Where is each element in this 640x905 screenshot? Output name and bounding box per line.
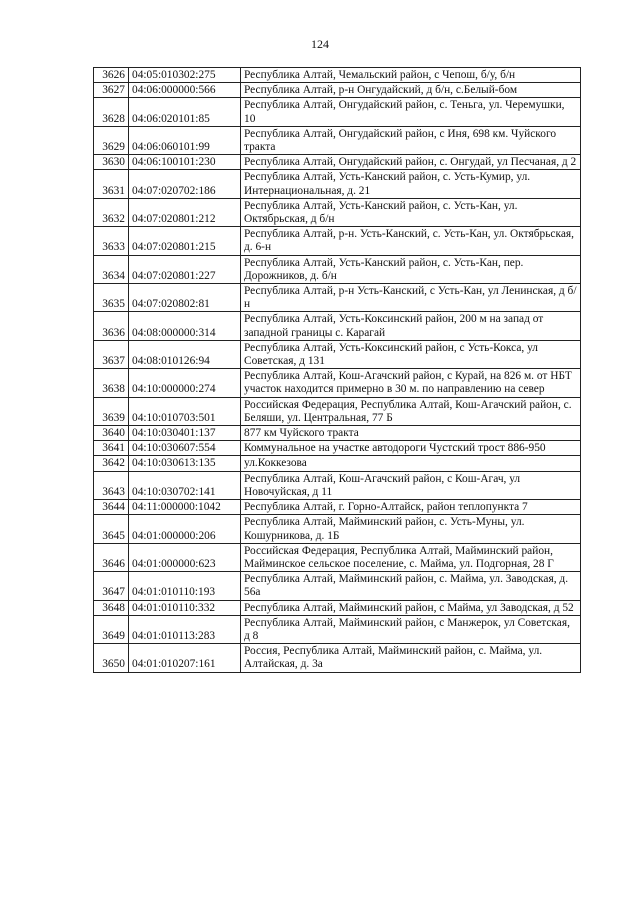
table-row: [94, 515, 581, 543]
address-cell: Республика Алтай, Онгудайский район, с Иня, 698 км. Чуйского тракта: [241, 126, 581, 154]
address-cell: Республика Алтай, Кош-Агачский район, с Курай, на 826 м. от НБТ участок находится примерно в 30 м. по направлению на север: [241, 369, 581, 397]
table-row: [94, 198, 581, 226]
row-number-cell: 3635: [94, 284, 129, 312]
cadastral-number-cell: 04:10:000000:274: [129, 369, 241, 397]
cadastral-number-cell: 04:01:010207:161: [129, 644, 241, 672]
row-number-cell: 3639: [94, 397, 129, 425]
address-cell: Республика Алтай, Усть-Канский район, с. Усть-Кан, пер. Дорожников, д. б/н: [241, 255, 581, 283]
cadastral-number-cell: 04:06:060101:99: [129, 126, 241, 154]
address-cell: Республика Алтай, г. Горно-Алтайск, район теплопункта 7: [241, 500, 581, 515]
address-cell: Республика Алтай, Онгудайский район, с. Теньга, ул. Черемушки, 10: [241, 98, 581, 126]
table-row: [94, 615, 581, 643]
table-row: [94, 369, 581, 397]
address-cell: Республика Алтай, Майминский район, с. Майма, ул. Заводская, д. 56а: [241, 572, 581, 600]
table-row: [94, 312, 581, 340]
address-cell: ул.Коккезова: [241, 456, 581, 471]
address-cell: Республика Алтай, Майминский район, с Манжерок, ул Советская, д 8: [241, 615, 581, 643]
cadastral-number-cell: 04:01:010110:332: [129, 600, 241, 615]
cadastral-number-cell: 04:01:010110:193: [129, 572, 241, 600]
registry-body: [94, 68, 581, 673]
row-number-cell: 3638: [94, 369, 129, 397]
cadastral-number-cell: 04:01:000000:206: [129, 515, 241, 543]
cadastral-number-cell: 04:11:000000:1042: [129, 500, 241, 515]
row-number-cell: 3630: [94, 155, 129, 170]
table-row: [94, 68, 581, 83]
row-number-cell: 3646: [94, 543, 129, 571]
row-number-cell: 3647: [94, 572, 129, 600]
cadastral-number-cell: 04:10:010703:501: [129, 397, 241, 425]
address-cell: Коммунальное на участке автодороги Чустский трост 886-950: [241, 441, 581, 456]
row-number-cell: 3645: [94, 515, 129, 543]
cadastral-number-cell: 04:07:020801:212: [129, 198, 241, 226]
row-number-cell: 3632: [94, 198, 129, 226]
row-number-cell: 3627: [94, 83, 129, 98]
table-row: [94, 126, 581, 154]
cadastral-number-cell: 04:10:030702:141: [129, 471, 241, 499]
table-row: [94, 98, 581, 126]
cadastral-number-cell: 04:06:000000:566: [129, 83, 241, 98]
address-cell: 877 км Чуйского тракта: [241, 426, 581, 441]
cadastral-number-cell: 04:05:010302:275: [129, 68, 241, 83]
page-number: 124: [311, 37, 329, 51]
address-cell: Республика Алтай, р-н. Усть-Канский, с. Усть-Кан, ул. Октябрьская, д. 6-н: [241, 227, 581, 255]
table-row: [94, 441, 581, 456]
row-number-cell: 3644: [94, 500, 129, 515]
address-cell: Российская Федерация, Республика Алтай, Кош-Агачский район, с. Беляши, ул. Центральная, 77 Б: [241, 397, 581, 425]
table-row: [94, 83, 581, 98]
address-cell: Республика Алтай, Кош-Агачский район, с Кош-Агач, ул Новочуйская, д 11: [241, 471, 581, 499]
row-number-cell: 3649: [94, 615, 129, 643]
table-row: [94, 397, 581, 425]
cadastral-number-cell: 04:01:000000:623: [129, 543, 241, 571]
cadastral-number-cell: 04:01:010113:283: [129, 615, 241, 643]
table-row: [94, 155, 581, 170]
table-row: [94, 543, 581, 571]
row-number-cell: 3648: [94, 600, 129, 615]
cadastral-number-cell: 04:07:020702:186: [129, 170, 241, 198]
cadastral-number-cell: 04:08:000000:314: [129, 312, 241, 340]
row-number-cell: 3626: [94, 68, 129, 83]
property-registry-table: [93, 67, 581, 673]
table-row: [94, 644, 581, 672]
cadastral-number-cell: 04:08:010126:94: [129, 340, 241, 368]
cadastral-number-cell: 04:06:100101:230: [129, 155, 241, 170]
cadastral-number-cell: 04:10:030613:135: [129, 456, 241, 471]
row-number-cell: 3633: [94, 227, 129, 255]
cadastral-number-cell: 04:06:020101:85: [129, 98, 241, 126]
row-number-cell: 3628: [94, 98, 129, 126]
table-row: [94, 255, 581, 283]
address-cell: Республика Алтай, Онгудайский район, с. Онгудай, ул Песчаная, д 2: [241, 155, 581, 170]
row-number-cell: 3640: [94, 426, 129, 441]
address-cell: Республика Алтай, Майминский район, с Майма, ул Заводская, д 52: [241, 600, 581, 615]
address-cell: Республика Алтай, р-н Онгудайский, д б/н, с.Белый-бом: [241, 83, 581, 98]
row-number-cell: 3634: [94, 255, 129, 283]
cadastral-number-cell: 04:07:020801:227: [129, 255, 241, 283]
address-cell: Республика Алтай, Усть-Коксинский район, с Усть-Кокса, ул Советская, д 131: [241, 340, 581, 368]
table-row: [94, 456, 581, 471]
row-number-cell: 3629: [94, 126, 129, 154]
table-row: [94, 500, 581, 515]
row-number-cell: 3641: [94, 441, 129, 456]
row-number-cell: 3636: [94, 312, 129, 340]
cadastral-number-cell: 04:10:030607:554: [129, 441, 241, 456]
address-cell: Республика Алтай, Усть-Коксинский район, 200 м на запад от западной границы с. Карагай: [241, 312, 581, 340]
table-row: [94, 426, 581, 441]
address-cell: Республика Алтай, р-н Усть-Канский, с Усть-Кан, ул Ленинская, д б/н: [241, 284, 581, 312]
table-row: [94, 600, 581, 615]
row-number-cell: 3631: [94, 170, 129, 198]
row-number-cell: 3637: [94, 340, 129, 368]
cadastral-number-cell: 04:10:030401:137: [129, 426, 241, 441]
row-number-cell: 3643: [94, 471, 129, 499]
row-number-cell: 3642: [94, 456, 129, 471]
address-cell: Республика Алтай, Чемальский район, с Чепош, б/у, б/н: [241, 68, 581, 83]
address-cell: Республика Алтай, Усть-Канский район, с. Усть-Кумир, ул. Интернациональная, д. 21: [241, 170, 581, 198]
table-row: [94, 572, 581, 600]
address-cell: Российская Федерация, Республика Алтай, Майминский район, Майминское сельское поселение, с. Майма, ул. Подгорная, 28 Г: [241, 543, 581, 571]
row-number-cell: 3650: [94, 644, 129, 672]
table-row: [94, 284, 581, 312]
address-cell: Республика Алтай, Майминский район, с. Усть-Муны, ул. Кошурникова, д. 1Б: [241, 515, 581, 543]
cadastral-number-cell: 04:07:020801:215: [129, 227, 241, 255]
table-row: [94, 340, 581, 368]
table-row: [94, 170, 581, 198]
table-row: [94, 227, 581, 255]
table-row: [94, 471, 581, 499]
address-cell: Россия, Республика Алтай, Майминский район, с. Майма, ул. Алтайская, д. 3а: [241, 644, 581, 672]
address-cell: Республика Алтай, Усть-Канский район, с. Усть-Кан, ул. Октябрьская, д б/н: [241, 198, 581, 226]
cadastral-number-cell: 04:07:020802:81: [129, 284, 241, 312]
